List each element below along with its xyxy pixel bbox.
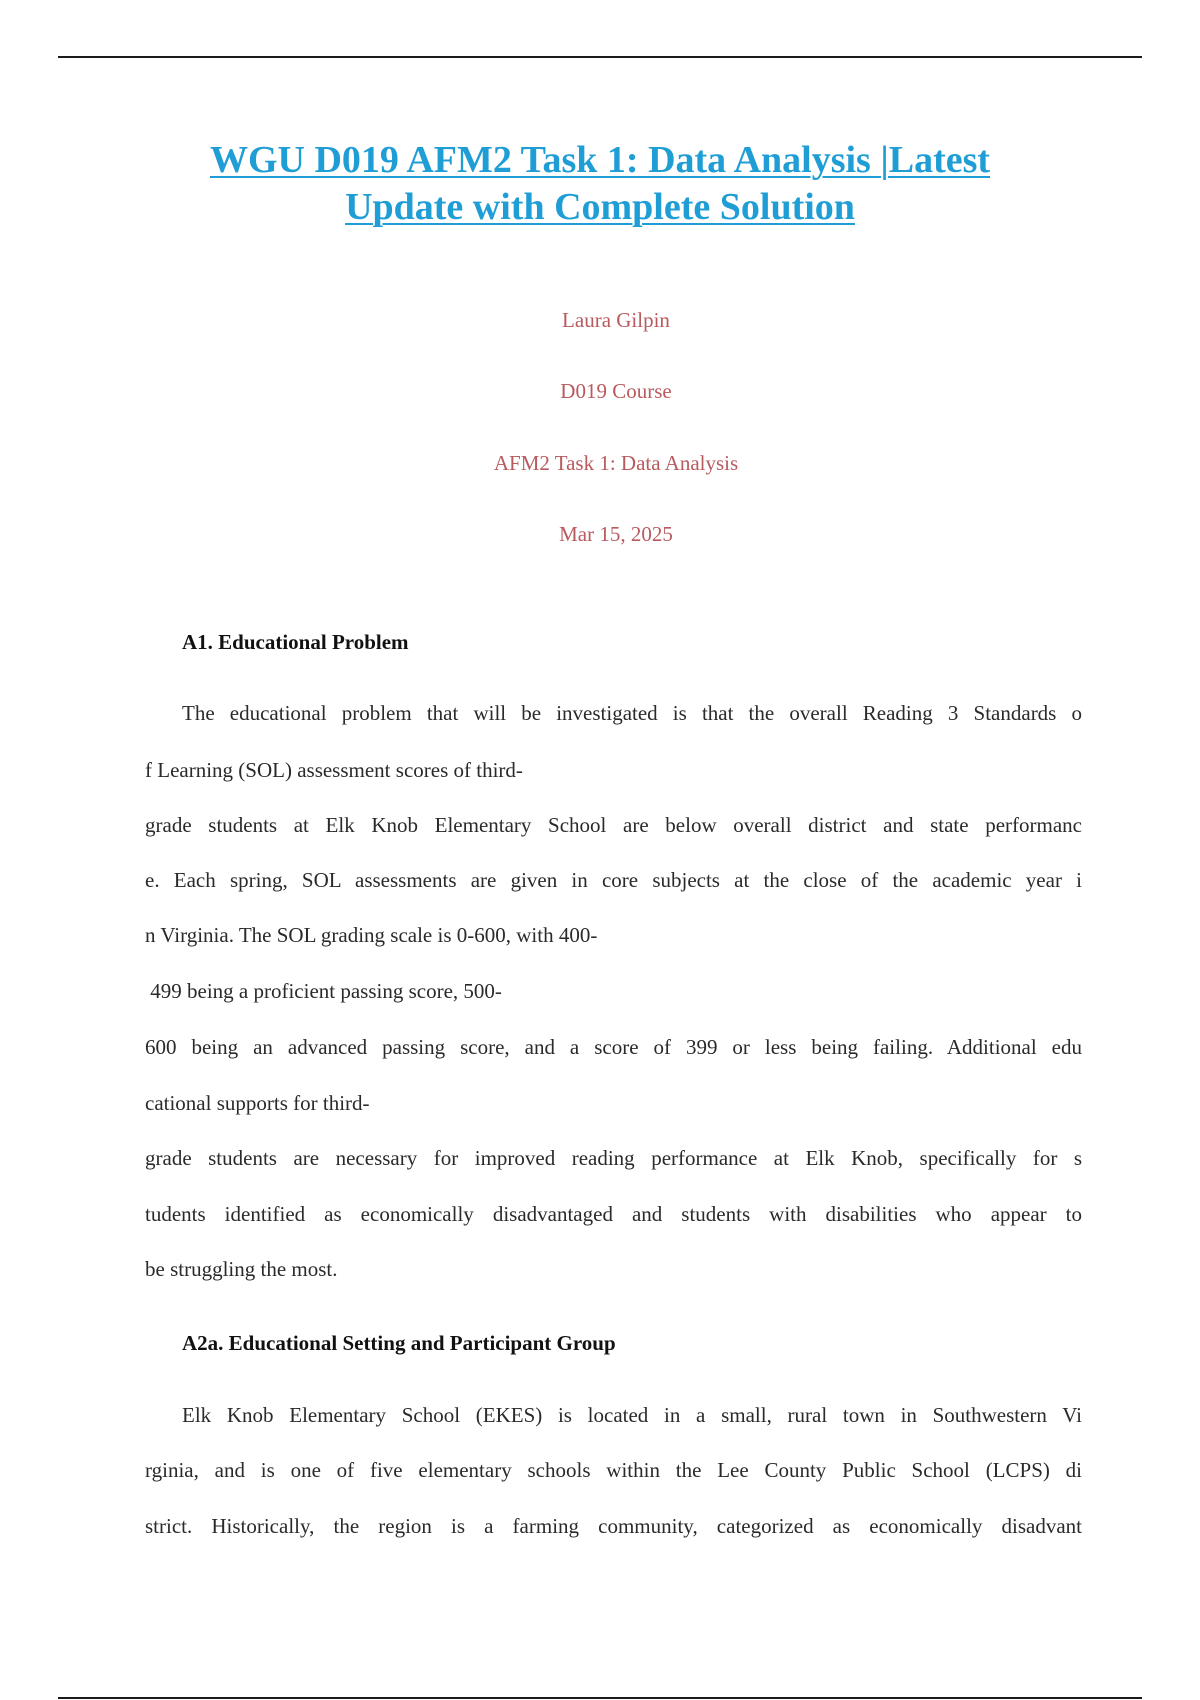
paragraph-line: The educational problem that will be investigated is that the overall Reading 3 Standards o [182, 701, 1082, 725]
paragraph-line: rginia, and is one of five elementary schools within the Lee County Public School (LCPS) di [145, 1458, 1082, 1482]
paragraph-line: Elk Knob Elementary School (EKES) is located in a small, rural town in Southwestern Vi [182, 1403, 1082, 1427]
footer-rule [58, 1697, 1142, 1699]
paragraph-line: strict. Historically, the region is a farming community, categorized as economically disadvant [145, 1514, 1082, 1538]
paragraph-line: grade students at Elk Knob Elementary School are below overall district and state performanc [145, 813, 1082, 837]
paragraph-line: f Learning (SOL) assessment scores of third- [145, 758, 523, 782]
title-line-2: Update with Complete Solution [345, 186, 855, 228]
paragraph-line: tudents identified as economically disadvantaged and students with disabilities who appear to [145, 1202, 1082, 1226]
paragraph-line: e. Each spring, SOL assessments are given in core subjects at the close of the academic year i [145, 868, 1082, 892]
paragraph-line: be struggling the most. [145, 1257, 338, 1281]
document-title [100, 137, 1100, 231]
document-date: Mar 15, 2025 [559, 522, 673, 546]
paragraph-line: grade students are necessary for improved reading performance at Elk Knob, specifically for s [145, 1146, 1082, 1170]
section-heading-educational-setting: A2a. Educational Setting and Participant Group [182, 1331, 616, 1355]
paragraph-line: n Virginia. The SOL grading scale is 0-600, with 400- [145, 923, 598, 947]
title-link[interactable] [210, 139, 990, 228]
author-name: Laura Gilpin [562, 308, 670, 332]
paragraph-line: cational supports for third- [145, 1091, 370, 1115]
header-rule [58, 56, 1142, 58]
title-line-1: WGU D019 AFM2 Task 1: Data Analysis |Latest [209, 139, 991, 181]
paragraph-line: 600 being an advanced passing score, and a score of 399 or less being failing. Additional edu [145, 1035, 1082, 1059]
section-heading-educational-problem: A1. Educational Problem [182, 630, 409, 654]
paragraph-line: 499 being a proficient passing score, 500- [145, 979, 502, 1003]
course-name: D019 Course [560, 379, 672, 403]
task-name: AFM2 Task 1: Data Analysis [493, 451, 739, 475]
